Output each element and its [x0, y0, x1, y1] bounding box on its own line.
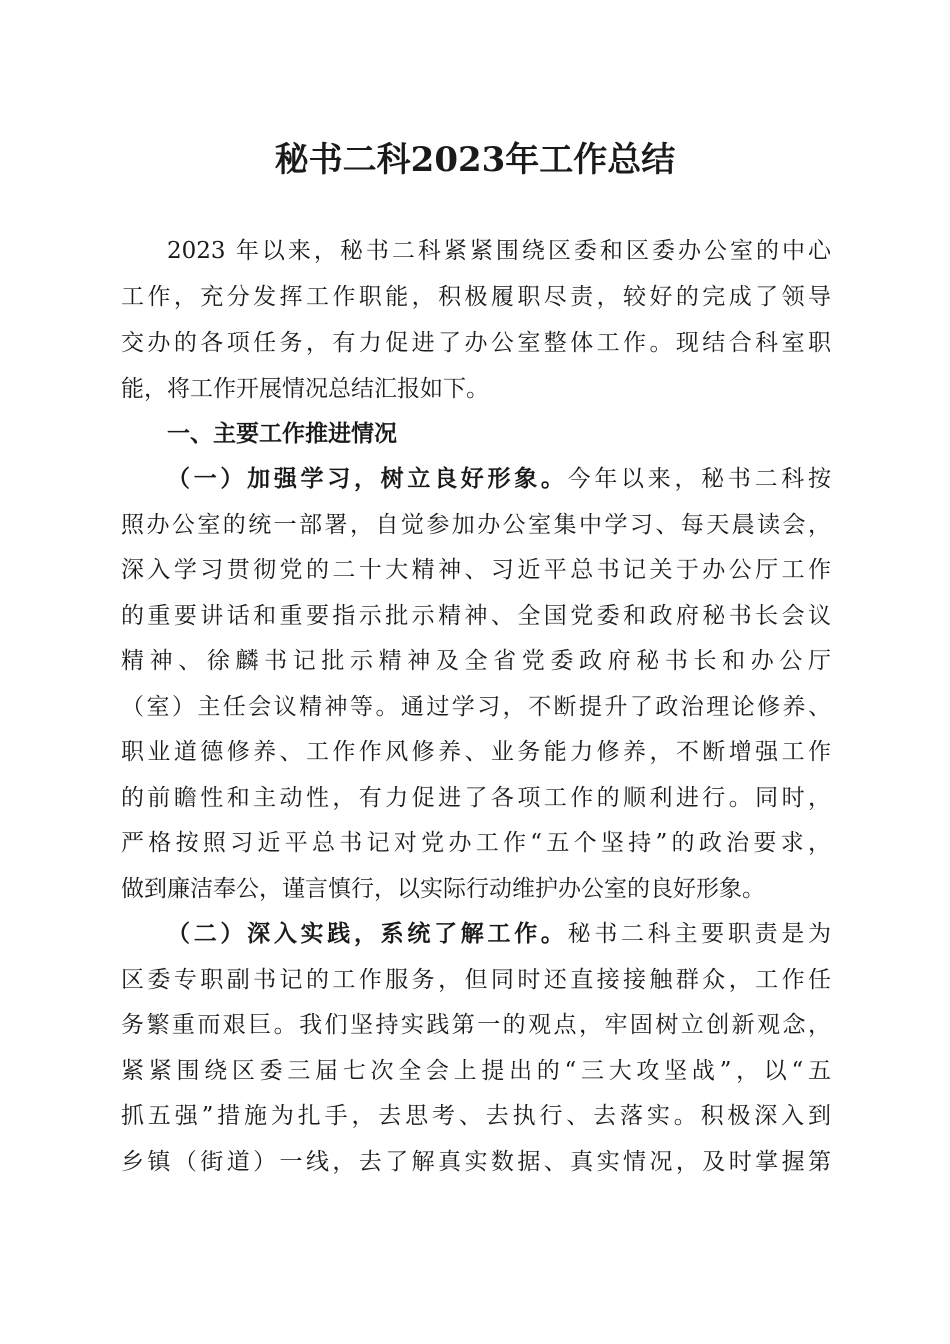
- paragraph-line: 紧紧围绕区委三届七次全会上提出的“三大攻坚战”，以“五: [121, 1058, 831, 1084]
- paragraph-line: 的前瞻性和主动性，有力促进了各项工作的顺利进行。同时，: [121, 785, 831, 811]
- paragraph-line: 工作，充分发挥工作职能，积极履职尽责，较好的完成了领导: [121, 284, 831, 310]
- paragraph-line: 做到廉洁奉公，谨言慎行，以实际行动维护办公室的良好形象。: [121, 876, 765, 902]
- paragraph-line: [167, 456, 831, 502]
- paragraph-line: 能，将工作开展情况总结汇报如下。: [121, 376, 489, 402]
- paragraph-text: 今年以来，秘书二科按: [567, 466, 831, 492]
- paragraph-line: 务繁重而艰巨。我们坚持实践第一的观点，牢固树立创新观念，: [121, 1012, 831, 1038]
- subsection-lead: （一）加强学习，树立良好形象。: [167, 466, 568, 492]
- paragraph-line: （室）主任会议精神等。通过学习，不断提升了政治理论修养、: [121, 694, 831, 720]
- document-title: 秘书二科2023年工作总结: [274, 140, 676, 180]
- paragraph-line: 交办的各项任务，有力促进了办公室整体工作。现结合科室职: [121, 330, 831, 356]
- paragraph-text: 秘书二科主要职责是为: [567, 921, 831, 947]
- paragraph-line: [167, 911, 831, 957]
- paragraph-line: 职业道德修养、工作作风修养、业务能力修养，不断增强工作: [121, 739, 831, 765]
- paragraph-line: 区委专职副书记的工作服务，但同时还直接接触群众，工作任: [121, 967, 831, 993]
- paragraph-line: 乡镇（街道）一线，去了解真实数据、真实情况，及时掌握第: [121, 1149, 831, 1175]
- paragraph-line: 的重要讲话和重要指示批示精神、全国党委和政府秘书长会议: [121, 603, 831, 629]
- paragraph-line: 严格按照习近平总书记对党办工作“五个坚持”的政治要求，: [121, 830, 831, 856]
- paragraph-line: 照办公室的统一部署，自觉参加办公室集中学习、每天晨读会，: [121, 512, 831, 538]
- paragraph-line: 深入学习贯彻党的二十大精神、习近平总书记关于办公厅工作: [121, 557, 831, 583]
- paragraph-line: 2023 年以来，秘书二科紧紧围绕区委和区委办公室的中心: [167, 238, 831, 264]
- section-heading: 一、主要工作推进情况: [167, 421, 397, 447]
- paragraph-line: 精神、徐麟书记批示精神及全省党委政府秘书长和办公厅: [121, 648, 831, 674]
- subsection-lead: （二）深入实践，系统了解工作。: [167, 921, 568, 947]
- paragraph-line: 抓五强”措施为扎手，去思考、去执行、去落实。积极深入到: [121, 1103, 831, 1129]
